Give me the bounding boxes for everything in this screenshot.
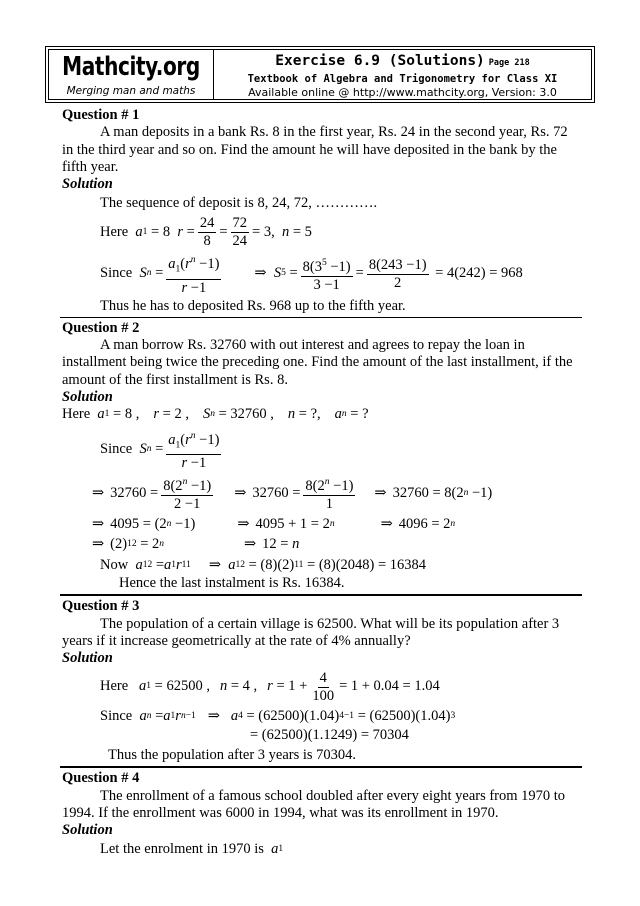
q1-text: A man deposits in a bank Rs. 8 in the first year, Rs. 24 in the second year, Rs. 72 in the third year and so on. Find the amount he will have deposited in the bank by the fifth year.: [62, 124, 568, 175]
q2-sum-formula: Since S n = $\frac{a_1(r^n -1)}{r -1}$: [62, 428, 580, 473]
q1-conclusion: Thus he has to deposited Rs. 968 up to the fifth year.: [100, 297, 406, 314]
site-tagline: Merging man and maths: [66, 85, 196, 97]
q2-step-1: ⇒ 32760 = $\frac{8(2^n -1)}{2 -1}$ ⇒ 32760 = $\frac{8(2^n -1)}{1}$ ⇒ 32760 = 8(2 n −1): [62, 474, 580, 513]
page-header: [45, 46, 595, 103]
q2-solution-label: Solution: [62, 388, 113, 405]
q4-heading: Question # 4: [62, 770, 140, 787]
q2-step-4: Now a 12 = a 1 r 11 ⇒ a 12 = (8)(2) 11 = (8)(2048) = 16384: [100, 556, 427, 573]
q2-conclusion: Hence the last instalment is Rs. 16384.: [119, 575, 345, 592]
q1-solution-label: Solution: [62, 176, 113, 193]
q3-text: The population of a certain village is 62500. What will be its population after 3 years if it increase geometrically at the rate of 4% annually?: [62, 615, 560, 649]
q3-solution-label: Solution: [62, 650, 113, 667]
q1-heading: Question # 1: [62, 107, 140, 123]
exercise-title-text: Exercise 6.9 (Solutions): [275, 53, 485, 69]
divider-1: [60, 317, 582, 318]
q3-heading: Question # 3: [62, 598, 140, 615]
site-logo: Mathcity.org: [62, 52, 200, 82]
q4-text: The enrollment of a famous school doubled after every eight years from 1970 to 1994. If the enrollment was 6000 in 1994, what was its enrollment in 1970.: [62, 787, 566, 821]
page-label: Page 218: [488, 58, 530, 68]
header-frame: [48, 49, 592, 100]
availability-line: Available online @ http://www.mathcity.org, Version: 3.0: [248, 86, 557, 99]
q2-given-values: Here a 1 = 8 , r = 2 , S n = 32760 , n = ?, a n = ?: [62, 406, 369, 423]
q2-text: A man borrow Rs. 32760 with out interest and agrees to repay the loan in installment being twice the preceding one. Find the amount of the last installment, if the amount of the first installment is Rs. 8.: [62, 337, 573, 388]
logo-box: [49, 50, 214, 99]
q1-given-values: Here a 1 = 8 r = $\frac{24}{8}$ = $\frac{72}{24}$ = 3, n = 5: [100, 214, 312, 249]
q3-given-values: Here a 1 = 62500 , n = 4 , r = 1 + $\frac{4}{100}$ = 1 + 0.04 = 1.04: [100, 669, 440, 704]
q1-sum-formula: Since S n = $\frac{a_1(r^n -1)}{r -1}$ ⇒ S 5 = $\frac{8(3^5 -1)}{3 -1}$ = $\frac{8(243 -1)}{2}$ = 4(242) = 968: [62, 252, 580, 297]
q4-line-1: Let the enrolment in 1970 is a 1: [100, 840, 284, 857]
q3-conclusion: Thus the population after 3 years is 70304.: [108, 747, 357, 764]
divider-2: [60, 594, 582, 596]
divider-3: [60, 766, 582, 768]
q1-sequence-line: The sequence of deposit is 8, 24, 72, ………….: [100, 195, 378, 212]
q2-heading: Question # 2: [62, 319, 140, 336]
q3-step-1: Since a n = a 1 r n−1 ⇒ a 4 = (62500)(1.04) 4−1 = (62500)(1.04) 3: [100, 707, 456, 724]
title-box: [214, 50, 591, 99]
q3-step-2: = (62500)(1.1249) = 70304: [250, 726, 409, 743]
exercise-title: [214, 52, 591, 72]
q2-step-2: ⇒ 4095 = (2 n −1) ⇒ 4095 + 1 = 2 n ⇒ 4096 = 2 n: [92, 516, 456, 533]
q2-step-3: ⇒ (2) 12 = 2 n ⇒ 12 = n: [92, 536, 300, 553]
q4-solution-label: Solution: [62, 822, 113, 839]
document-body: [62, 107, 580, 858]
textbook-subtitle: Textbook of Algebra and Trigonometry for Class XI: [247, 73, 558, 85]
q4-line-1-text: Let the enrolment in 1970 is: [100, 840, 264, 857]
